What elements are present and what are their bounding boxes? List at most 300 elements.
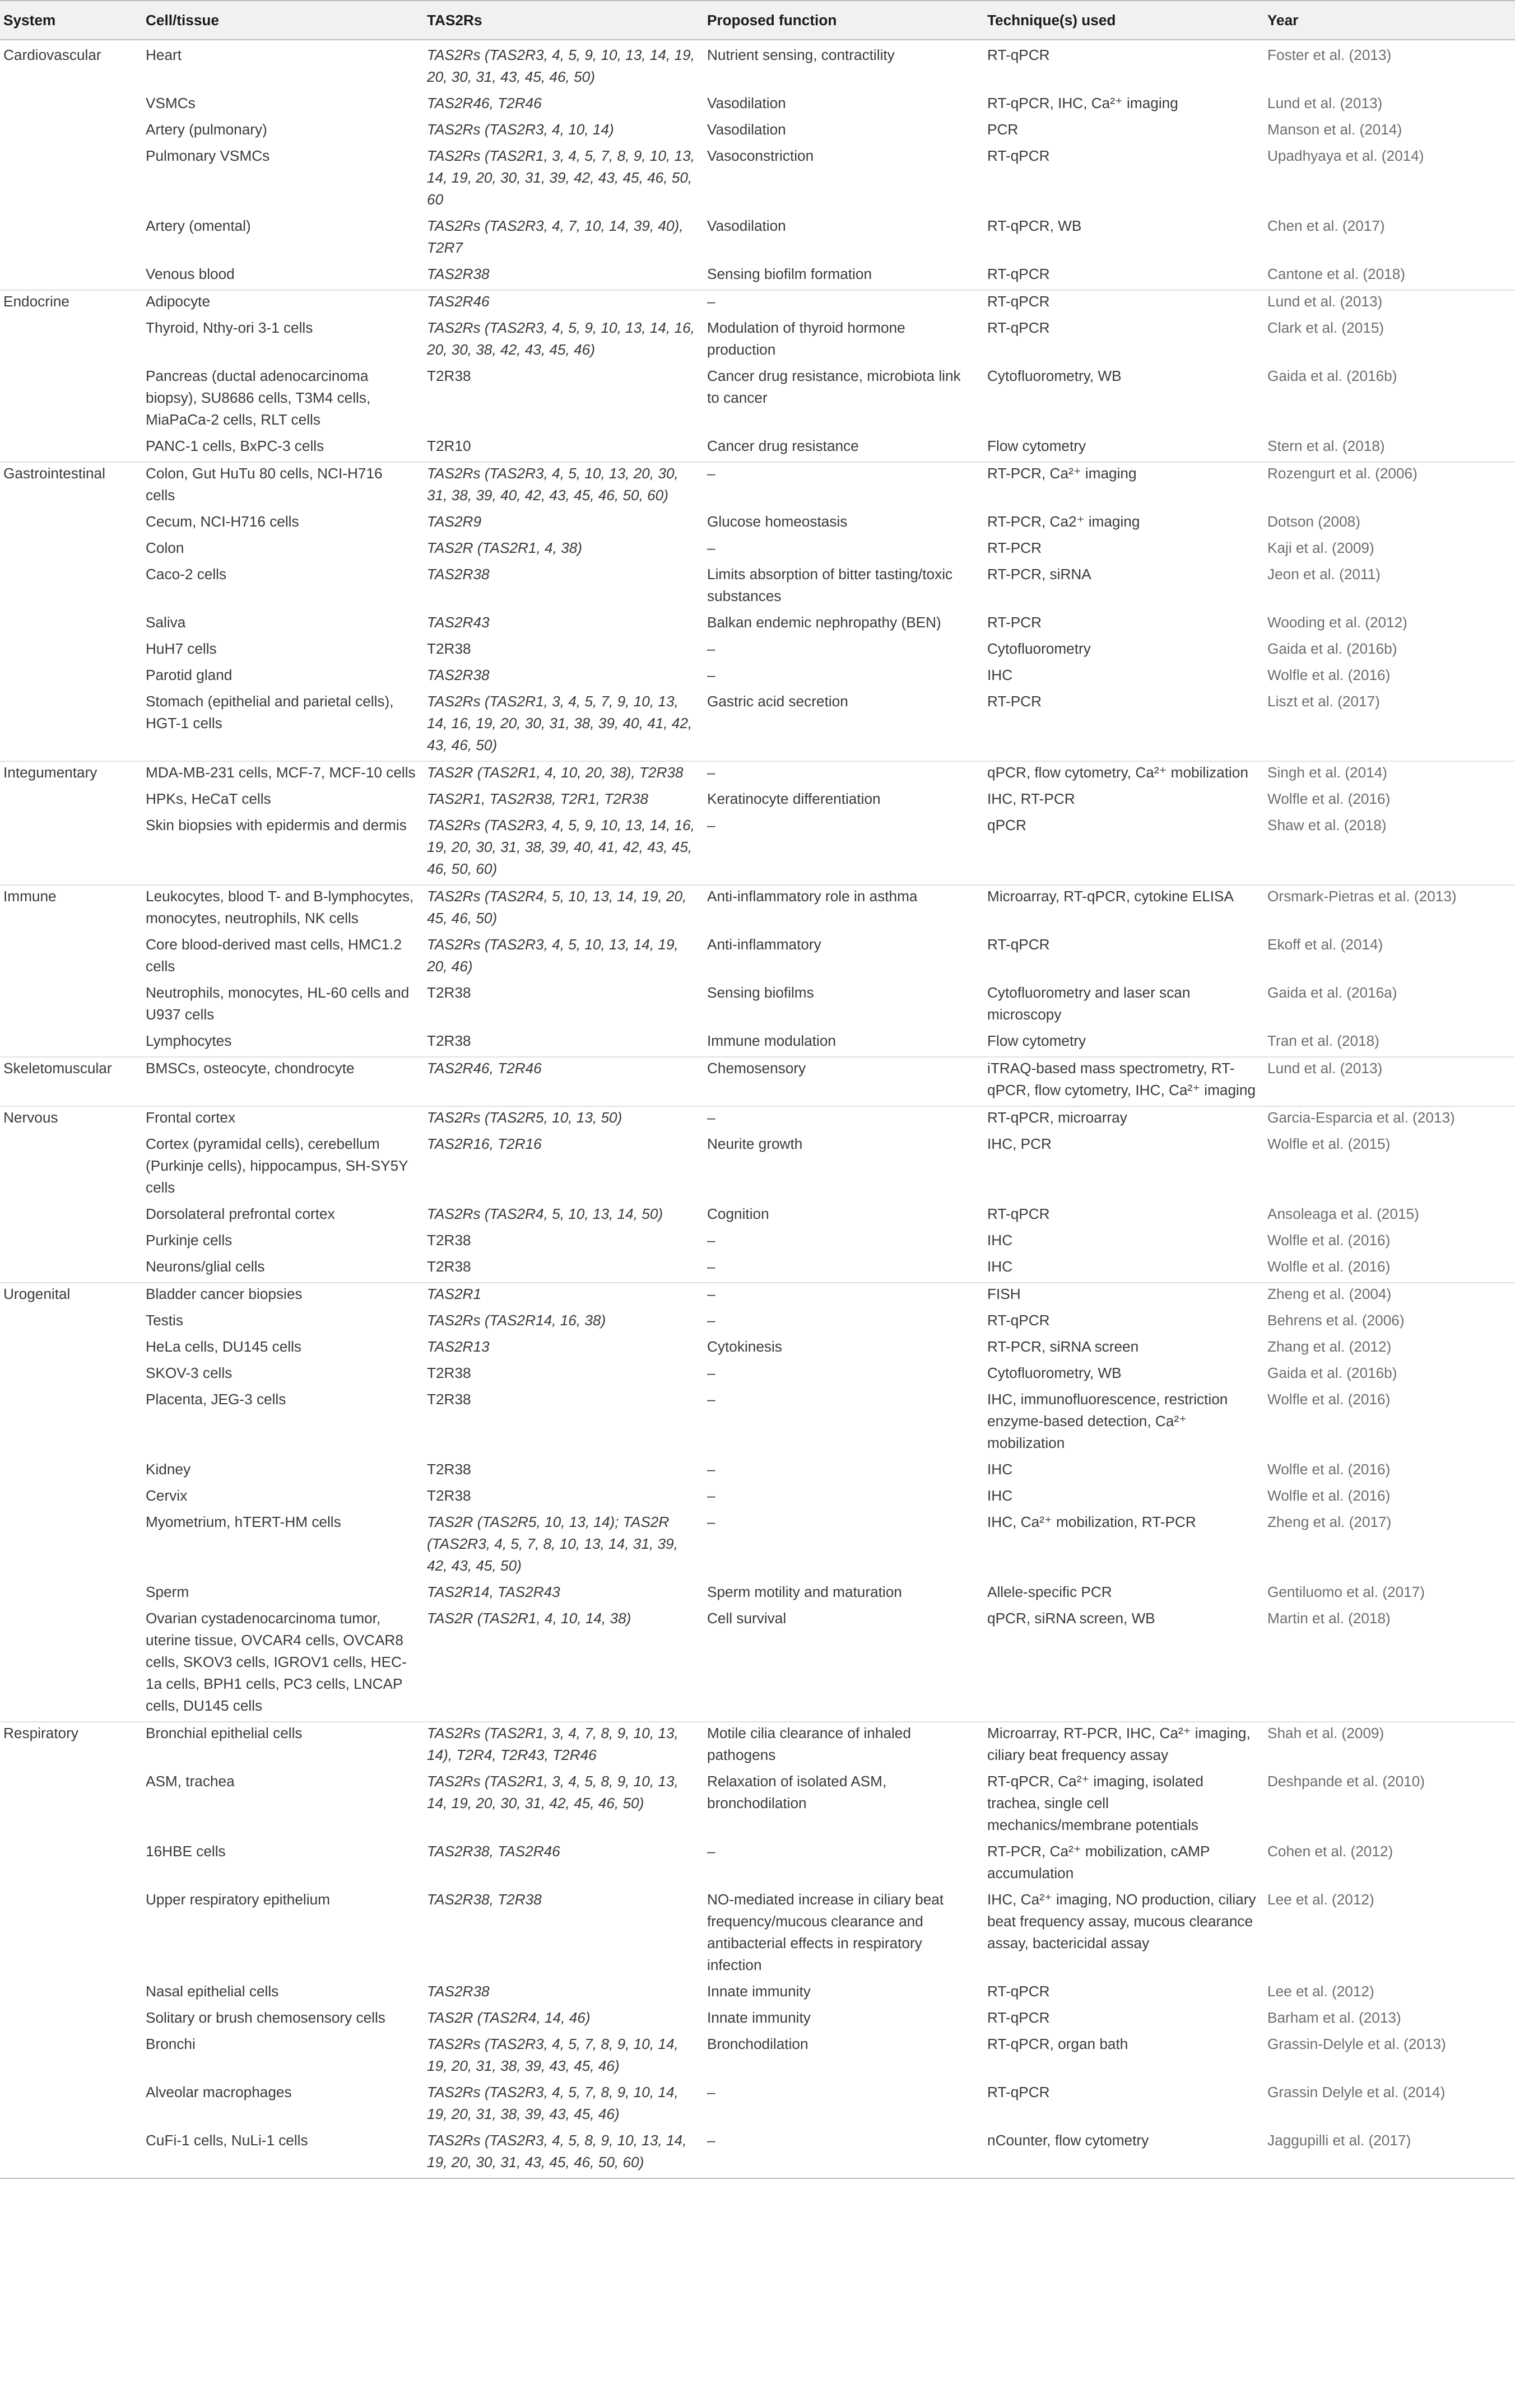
technique-cell: qPCR, flow cytometry, Ca²⁺ mobilization (982, 761, 1262, 788)
tas2r-cell: TAS2Rs (TAS2R3, 4, 5, 9, 10, 13, 14, 16, 20, 30, 38, 42, 43, 45, 46) (427, 319, 695, 358)
system-cell (0, 1256, 140, 1283)
cell-tissue-cell: SKOV-3 cells (146, 1364, 233, 1381)
technique-cell: Flow cytometry (987, 437, 1086, 454)
cell-tissue-cell: Core blood-derived mast cells, HMC1.2 cells (146, 936, 402, 975)
table-row (0, 1485, 1515, 1511)
year-cell: Gaida et al. (2016b) (1267, 1364, 1397, 1381)
technique-cell: IHC (987, 1232, 1013, 1249)
cell-tissue-cell: Heart (140, 40, 421, 92)
function-cell: – (707, 1258, 715, 1275)
technique-cell: Microarray, RT-PCR, IHC, Ca²⁺ imaging, ciliary beat frequency assay (982, 1722, 1262, 1771)
cell-tissue-cell: CuFi-1 cells, NuLi-1 cells (140, 2130, 421, 2178)
technique-cell: RT-qPCR (987, 936, 1050, 953)
table-row (0, 462, 1515, 511)
year-cell: Gentiluomo et al. (2017) (1267, 1583, 1425, 1600)
cell-tissue-cell: ASM, trachea (146, 1773, 235, 1790)
year-cell: Garcia-Esparcia et al. (2013) (1262, 1106, 1515, 1133)
system-cell (0, 1485, 140, 1511)
year-cell: Grassin Delyle et al. (2014) (1267, 2084, 1446, 2100)
function-cell: Cell survival (707, 1610, 787, 1627)
technique-cell: RT-qPCR (987, 2084, 1050, 2100)
table-row (0, 537, 1515, 563)
table-row (0, 1310, 1515, 1336)
cell-tissue-cell: Thyroid, Nthy-ori 3-1 cells (146, 319, 313, 336)
table-row (0, 1057, 1515, 1106)
system-cell (0, 537, 140, 563)
year-cell: Clark et al. (2015) (1267, 319, 1384, 336)
tas2r-cell: TAS2Rs (TAS2R5, 10, 13, 50) (421, 1106, 701, 1133)
system-cell (0, 664, 140, 691)
technique-cell: RT-qPCR (987, 266, 1050, 282)
year-cell: Wolfle et al. (2016) (1267, 1461, 1391, 1478)
table-body (0, 40, 1515, 2178)
system-cell (0, 788, 140, 814)
tas2r-cell: TAS2R16, T2R16 (427, 1135, 542, 1152)
table-row (0, 1841, 1515, 1889)
system-cell (0, 1511, 140, 1581)
technique-cell: iTRAQ-based mass spectrometry, RT-qPCR, flow cytometry, IHC, Ca²⁺ imaging (982, 1057, 1262, 1106)
function-cell: Vasodilation (707, 95, 786, 111)
tas2r-cell: TAS2R1, TAS2R38, T2R1, T2R38 (427, 790, 648, 807)
technique-cell: RT-qPCR (987, 1312, 1050, 1329)
technique-cell: nCounter, flow cytometry (982, 2130, 1262, 2178)
table-row (0, 1771, 1515, 1841)
year-cell: Stern et al. (2018) (1267, 437, 1385, 454)
technique-cell: IHC (987, 1258, 1013, 1275)
function-cell: – (707, 1391, 715, 1408)
cell-tissue-cell: Pulmonary VSMCs (146, 147, 270, 164)
technique-cell: Cytofluorometry, WB (987, 367, 1122, 384)
cell-tissue-cell: Ovarian cystadenocarcinoma tumor, uterine tissue, OVCAR4 cells, OVCAR8 cells, SKOV3 cells, IGROV1 cells, HEC-1a cells, BPH1 cells, PC3 cells, LNCAP cells, DU145 cells (146, 1610, 407, 1714)
technique-cell: FISH (982, 1283, 1262, 1310)
table-row (0, 885, 1515, 934)
technique-cell: Cytofluorometry (987, 640, 1091, 657)
year-cell: Wolfle et al. (2015) (1267, 1135, 1391, 1152)
header-techniques: Technique(s) used (982, 1, 1262, 40)
year-cell: Gaida et al. (2016a) (1267, 984, 1397, 1001)
cell-tissue-cell: Leukocytes, blood T- and B-lymphocytes, monocytes, neutrophils, NK cells (140, 885, 421, 934)
cell-tissue-cell: Testis (146, 1312, 183, 1329)
technique-cell: RT-qPCR (982, 290, 1262, 317)
tas2r-cell: TAS2R46, T2R46 (421, 1057, 701, 1106)
technique-cell: IHC, Ca²⁺ imaging, NO production, ciliary beat frequency assay, mucous clearance assay, bactericidal assay (987, 1891, 1256, 1951)
header-tas2rs: TAS2Rs (421, 1, 701, 40)
cell-tissue-cell: Stomach (epithelial and parietal cells), HGT-1 cells (146, 693, 394, 732)
tas2r-cell: TAS2R (TAS2R1, 4, 10, 14, 38) (427, 1610, 631, 1627)
table-row (0, 2007, 1515, 2033)
year-cell: Wolfle et al. (2016) (1267, 790, 1391, 807)
technique-cell: RT-qPCR, WB (987, 217, 1082, 234)
function-cell: Cancer drug resistance, microbiota link to cancer (707, 367, 961, 406)
table-row (0, 934, 1515, 982)
technique-cell: IHC (987, 1461, 1013, 1478)
technique-cell: RT-qPCR, microarray (982, 1106, 1262, 1133)
cell-tissue-cell: Colon (146, 539, 184, 556)
technique-cell: RT-PCR (987, 539, 1042, 556)
system-cell (0, 1771, 140, 1841)
year-cell: Lund et al. (2013) (1267, 95, 1383, 111)
tas2r-cell: TAS2R38, T2R38 (427, 1891, 542, 1908)
cell-tissue-cell: HPKs, HeCaT cells (146, 790, 271, 807)
tas2r-cell: TAS2Rs (TAS2R1, 3, 4, 5, 7, 9, 10, 13, 14, 16, 19, 20, 30, 31, 38, 39, 40, 41, 42, 43, 46, 50) (427, 693, 693, 753)
table-row (0, 1981, 1515, 2007)
table-row (0, 1256, 1515, 1283)
system-cell (0, 1389, 140, 1459)
system-cell (0, 1336, 140, 1362)
system-cell (0, 1030, 140, 1057)
technique-cell: RT-qPCR (987, 1983, 1050, 2000)
tas2r-cell: T2R38 (427, 1391, 471, 1408)
technique-cell: qPCR, siRNA screen, WB (987, 1610, 1155, 1627)
tas2r-cell: TAS2Rs (TAS2R4, 5, 10, 13, 14, 50) (427, 1205, 663, 1222)
system-cell (0, 982, 140, 1030)
function-cell: – (707, 539, 715, 556)
table-row (0, 788, 1515, 814)
table-row (0, 1459, 1515, 1485)
year-cell: Wolfle et al. (2016) (1267, 1487, 1391, 1504)
year-cell: Cantone et al. (2018) (1267, 266, 1406, 282)
tas2r-cell: TAS2R13 (427, 1338, 490, 1355)
function-cell: Vasoconstriction (707, 147, 814, 164)
year-cell: Foster et al. (2013) (1262, 40, 1515, 92)
year-cell: Ekoff et al. (2014) (1267, 936, 1383, 953)
function-cell: Innate immunity (707, 1983, 811, 2000)
table-row (0, 290, 1515, 317)
technique-cell: RT-qPCR (982, 40, 1262, 92)
year-cell: Shaw et al. (2018) (1267, 817, 1387, 833)
function-cell: – (701, 761, 982, 788)
function-cell: Vasodilation (707, 121, 786, 138)
function-cell: Sensing biofilm formation (707, 266, 872, 282)
system-cell (0, 1229, 140, 1256)
system-cell: Gastrointestinal (0, 462, 140, 511)
system-cell: Integumentary (0, 761, 140, 788)
year-cell: Shah et al. (2009) (1262, 1722, 1515, 1771)
system-cell (0, 1608, 140, 1722)
tas2r-cell: TAS2Rs (TAS2R14, 16, 38) (427, 1312, 606, 1329)
function-cell: NO-mediated increase in ciliary beat frequency/mucous clearance and antibacterial effects in respiratory infection (707, 1891, 944, 1973)
tas2r-cell: TAS2Rs (TAS2R3, 4, 5, 7, 8, 9, 10, 14, 19, 20, 31, 38, 39, 43, 45, 46) (427, 2036, 679, 2074)
table-row (0, 1106, 1515, 1133)
table-row (0, 317, 1515, 365)
function-cell: Sperm motility and maturation (707, 1583, 902, 1600)
function-cell: Gastric acid secretion (707, 693, 848, 710)
system-cell (0, 1133, 140, 1203)
tas2r-cell: TAS2Rs (TAS2R3, 4, 5, 10, 13, 14, 19, 20, 46) (427, 936, 679, 975)
function-cell: Nutrient sensing, contractility (701, 40, 982, 92)
system-cell (0, 1203, 140, 1229)
function-cell: Chemosensory (701, 1057, 982, 1106)
cell-tissue-cell: Cervix (146, 1487, 188, 1504)
tas2r-cell: TAS2Rs (TAS2R3, 4, 7, 10, 14, 39, 40), T2R7 (427, 217, 684, 256)
table-row (0, 2130, 1515, 2178)
cell-tissue-cell: Myometrium, hTERT-HM cells (146, 1513, 341, 1530)
tas2r-cell: TAS2Rs (TAS2R3, 4, 10, 14) (427, 121, 614, 138)
year-cell: Singh et al. (2014) (1262, 761, 1515, 788)
technique-cell: IHC (987, 1487, 1013, 1504)
year-cell: Jaggupilli et al. (2017) (1262, 2130, 1515, 2178)
cell-tissue-cell: Sperm (146, 1583, 189, 1600)
table-row (0, 1511, 1515, 1581)
cell-tissue-cell: 16HBE cells (146, 1843, 226, 1860)
function-cell: Modulation of thyroid hormone production (707, 319, 905, 358)
year-cell: Ansoleaga et al. (2015) (1267, 1205, 1419, 1222)
table-row (0, 119, 1515, 145)
function-cell: – (701, 462, 982, 511)
technique-cell: IHC, RT-PCR (987, 790, 1075, 807)
table-row (0, 435, 1515, 462)
year-cell: Wolfle et al. (2016) (1267, 1258, 1391, 1275)
tas2r-cell: TAS2Rs (TAS2R1, 3, 4, 5, 7, 8, 9, 10, 13, 14, 19, 20, 30, 31, 39, 42, 43, 45, 46, 50, 60 (427, 147, 695, 208)
tas2r-cell: TAS2R43 (427, 614, 490, 631)
function-cell: – (707, 1312, 715, 1329)
function-cell: – (707, 1364, 715, 1381)
tas2r-cell: TAS2Rs (TAS2R3, 4, 5, 8, 9, 10, 13, 14, 19, 20, 30, 31, 43, 45, 46, 50, 60) (421, 2130, 701, 2178)
technique-cell: RT-qPCR (987, 2009, 1050, 2026)
system-cell: Cardiovascular (0, 40, 140, 92)
table-row (0, 2033, 1515, 2081)
header-proposed-function: Proposed function (701, 1, 982, 40)
year-cell: Grassin-Delyle et al. (2013) (1267, 2036, 1446, 2052)
table-row (0, 814, 1515, 885)
year-cell: Behrens et al. (2006) (1267, 1312, 1405, 1329)
table-row (0, 1336, 1515, 1362)
technique-cell: Cytofluorometry and laser scan microscopy (987, 984, 1191, 1023)
tas2r-cell: TAS2Rs (TAS2R3, 4, 5, 9, 10, 13, 14, 19, 20, 30, 31, 43, 45, 46, 50) (421, 40, 701, 92)
cell-tissue-cell: HuH7 cells (146, 640, 217, 657)
function-cell: Motile cilia clearance of inhaled pathogens (701, 1722, 982, 1771)
year-cell: Lee et al. (2012) (1267, 1983, 1374, 2000)
technique-cell: RT-PCR, Ca²⁺ mobilization, cAMP accumulation (987, 1843, 1210, 1881)
technique-cell: IHC (987, 667, 1013, 683)
tas2r-cell: TAS2Rs (TAS2R3, 4, 5, 7, 8, 9, 10, 14, 19, 20, 31, 38, 39, 43, 45, 46) (427, 2084, 679, 2122)
cell-tissue-cell: Neutrophils, monocytes, HL-60 cells and U937 cells (146, 984, 410, 1023)
year-cell: Upadhyaya et al. (2014) (1267, 147, 1424, 164)
system-cell: Nervous (0, 1106, 140, 1133)
function-cell: Immune modulation (707, 1032, 836, 1049)
year-cell: Cohen et al. (2012) (1267, 1843, 1393, 1860)
system-cell: Skeletomuscular (0, 1057, 140, 1106)
system-cell (0, 1310, 140, 1336)
year-cell: Wolfle et al. (2016) (1267, 1391, 1391, 1408)
year-cell: Barham et al. (2013) (1267, 2009, 1401, 2026)
technique-cell: IHC, Ca²⁺ mobilization, RT-PCR (987, 1513, 1196, 1530)
technique-cell: RT-PCR, Ca2⁺ imaging (987, 513, 1140, 530)
tas2r-cell: TAS2R38 (427, 566, 490, 583)
cell-tissue-cell: Cortex (pyramidal cells), cerebellum (Purkinje cells), hippocampus, SH-SY5Y cells (146, 1135, 408, 1196)
header-system: System (0, 1, 140, 40)
function-cell: Cancer drug resistance (707, 437, 859, 454)
system-cell (0, 2081, 140, 2130)
table-row (0, 612, 1515, 638)
table-row (0, 263, 1515, 290)
function-cell: Cognition (707, 1205, 769, 1222)
function-cell: Keratinocyte differentiation (707, 790, 881, 807)
system-cell (0, 2007, 140, 2033)
year-cell: Liszt et al. (2017) (1267, 693, 1380, 710)
header-cell-tissue: Cell/tissue (140, 1, 421, 40)
tas2r-cell: TAS2R46 (421, 290, 701, 317)
tas2r-cell: TAS2R38 (427, 1983, 490, 2000)
function-cell: Bronchodilation (707, 2036, 808, 2052)
system-cell (0, 511, 140, 537)
tas2r-cell: T2R38 (427, 1232, 471, 1249)
system-cell (0, 691, 140, 761)
table-row (0, 1581, 1515, 1608)
tas2r-cell: T2R38 (427, 984, 471, 1001)
system-cell (0, 1362, 140, 1389)
table-row (0, 1203, 1515, 1229)
cell-tissue-cell: Neurons/glial cells (146, 1258, 265, 1275)
year-cell: Gaida et al. (2016b) (1267, 367, 1397, 384)
table-row (0, 365, 1515, 435)
tas2r-cell: TAS2R (TAS2R5, 10, 13, 14); TAS2R (TAS2R3, 4, 5, 7, 8, 10, 13, 14, 31, 39, 42, 43, 45, 50) (427, 1513, 678, 1574)
cell-tissue-cell: Bladder cancer biopsies (140, 1283, 421, 1310)
year-cell: Wolfle et al. (2016) (1267, 667, 1391, 683)
table-row (0, 1133, 1515, 1203)
table-header (0, 1, 1515, 40)
tas2r-cell: TAS2Rs (TAS2R4, 5, 10, 13, 14, 19, 20, 45, 46, 50) (421, 885, 701, 934)
technique-cell: IHC, PCR (987, 1135, 1052, 1152)
technique-cell: RT-PCR (987, 614, 1042, 631)
table-row (0, 563, 1515, 612)
technique-cell: PCR (987, 121, 1019, 138)
function-cell: – (701, 2130, 982, 2178)
tas2r-cell: T2R38 (427, 640, 471, 657)
year-cell: Zhang et al. (2012) (1267, 1338, 1392, 1355)
table-row (0, 2081, 1515, 2130)
year-cell: Deshpande et al. (2010) (1267, 1773, 1425, 1790)
cell-tissue-cell: Bronchi (146, 2036, 196, 2052)
technique-cell: Cytofluorometry, WB (987, 1364, 1122, 1381)
system-cell: Endocrine (0, 290, 140, 317)
table-row (0, 761, 1515, 788)
system-cell (0, 1981, 140, 2007)
cell-tissue-cell: Upper respiratory epithelium (146, 1891, 330, 1908)
tas2r-cell: TAS2R38, TAS2R46 (427, 1843, 560, 1860)
technique-cell: RT-qPCR, IHC, Ca²⁺ imaging (987, 95, 1178, 111)
tas2r-cell: TAS2R38 (427, 266, 490, 282)
table-row (0, 40, 1515, 92)
cell-tissue-cell: Kidney (146, 1461, 191, 1478)
year-cell: Orsmark-Pietras et al. (2013) (1262, 885, 1515, 934)
cell-tissue-cell: Cecum, NCI-H716 cells (146, 513, 299, 530)
cell-tissue-cell: Saliva (146, 614, 186, 631)
table-row (0, 691, 1515, 761)
function-cell: – (701, 290, 982, 317)
tas2r-cell: T2R38 (427, 367, 471, 384)
tas2r-cell: TAS2Rs (TAS2R1, 3, 4, 7, 8, 9, 10, 13, 14), T2R4, T2R43, T2R46 (421, 1722, 701, 1771)
cell-tissue-cell: BMSCs, osteocyte, chondrocyte (140, 1057, 421, 1106)
technique-cell: RT-qPCR (987, 1205, 1050, 1222)
cell-tissue-cell: Frontal cortex (140, 1106, 421, 1133)
function-cell: – (701, 1106, 982, 1133)
header-year: Year (1262, 1, 1515, 40)
tas2r-cell: TAS2Rs (TAS2R3, 4, 5, 9, 10, 13, 14, 16, 19, 20, 30, 31, 38, 39, 40, 41, 42, 43, 45, 46, 50, 60) (427, 817, 695, 877)
function-cell: – (701, 1283, 982, 1310)
tas2r-cell: TAS2R14, TAS2R43 (427, 1583, 560, 1600)
function-cell: – (707, 817, 715, 833)
technique-cell: RT-PCR, Ca²⁺ imaging (982, 462, 1262, 511)
cell-tissue-cell: PANC-1 cells, BxPC-3 cells (146, 437, 324, 454)
year-cell: Martin et al. (2018) (1267, 1610, 1391, 1627)
function-cell: – (707, 2084, 715, 2100)
technique-cell: RT-PCR (987, 693, 1042, 710)
table-row (0, 638, 1515, 664)
cell-tissue-cell: Nasal epithelial cells (146, 1983, 279, 2000)
year-cell: Wolfle et al. (2016) (1267, 1232, 1391, 1249)
system-cell (0, 92, 140, 119)
system-cell (0, 612, 140, 638)
function-cell: Innate immunity (707, 2009, 811, 2026)
system-cell (0, 215, 140, 263)
year-cell: Manson et al. (2014) (1267, 121, 1402, 138)
cell-tissue-cell: Solitary or brush chemosensory cells (146, 2009, 385, 2026)
cell-tissue-cell: VSMCs (146, 95, 196, 111)
cell-tissue-cell: Artery (omental) (146, 217, 251, 234)
year-cell: Zheng et al. (2017) (1267, 1513, 1392, 1530)
table-row (0, 1608, 1515, 1722)
year-cell: Lund et al. (2013) (1262, 1057, 1515, 1106)
table-row (0, 145, 1515, 215)
function-cell: Limits absorption of bitter tasting/toxic substances (707, 566, 953, 604)
cell-tissue-cell: Venous blood (146, 266, 235, 282)
cell-tissue-cell: Skin biopsies with epidermis and dermis (146, 817, 407, 833)
system-cell (0, 563, 140, 612)
system-cell (0, 1889, 140, 1981)
table-row (0, 1030, 1515, 1057)
tas2r-cell: TAS2R38 (427, 667, 490, 683)
technique-cell: RT-PCR, siRNA screen (987, 1338, 1139, 1355)
system-cell (0, 1459, 140, 1485)
year-cell: Lee et al. (2012) (1267, 1891, 1374, 1908)
table-row (0, 664, 1515, 691)
table-row (0, 1362, 1515, 1389)
cell-tissue-cell: Bronchial epithelial cells (140, 1722, 421, 1771)
cell-tissue-cell: Placenta, JEG-3 cells (146, 1391, 286, 1408)
function-cell: Anti-inflammatory (707, 936, 821, 953)
cell-tissue-cell: Dorsolateral prefrontal cortex (146, 1205, 335, 1222)
year-cell: Gaida et al. (2016b) (1267, 640, 1397, 657)
table-row (0, 215, 1515, 263)
cell-tissue-cell: Caco-2 cells (146, 566, 227, 583)
function-cell: – (707, 1232, 715, 1249)
cell-tissue-cell: HeLa cells, DU145 cells (146, 1338, 301, 1355)
cell-tissue-cell: MDA-MB-231 cells, MCF-7, MCF-10 cells (140, 761, 421, 788)
year-cell: Rozengurt et al. (2006) (1262, 462, 1515, 511)
technique-cell: IHC, immunofluorescence, restriction enzyme-based detection, Ca²⁺ mobilization (987, 1391, 1228, 1451)
technique-cell: qPCR (987, 817, 1026, 833)
tas2r-cell: TAS2R (TAS2R1, 4, 10, 20, 38), T2R38 (421, 761, 701, 788)
function-cell: – (707, 1461, 715, 1478)
function-cell: – (707, 1487, 715, 1504)
system-cell (0, 2033, 140, 2081)
tas2r-cell: T2R10 (427, 437, 471, 454)
table-row (0, 92, 1515, 119)
system-cell (0, 145, 140, 215)
year-cell: Lund et al. (2013) (1262, 290, 1515, 317)
tas2r-cell: TAS2R (TAS2R1, 4, 38) (427, 539, 582, 556)
year-cell: Dotson (2008) (1267, 513, 1360, 530)
tas2r-cell: TAS2R9 (427, 513, 482, 530)
system-cell (0, 263, 140, 290)
year-cell: Tran et al. (2018) (1267, 1032, 1379, 1049)
function-cell: Vasodilation (707, 217, 786, 234)
system-cell (0, 365, 140, 435)
technique-cell: RT-qPCR, organ bath (987, 2036, 1128, 2052)
function-cell: – (707, 1843, 715, 1860)
function-cell: Glucose homeostasis (707, 513, 848, 530)
